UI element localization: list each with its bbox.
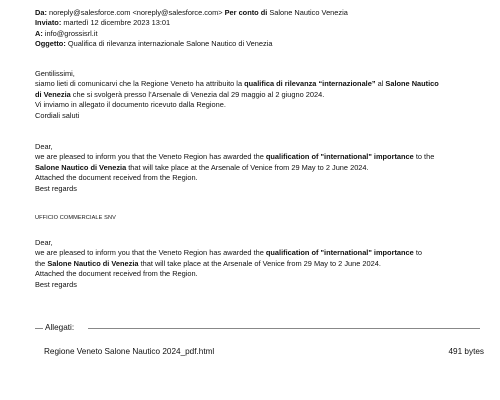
italian-line-1-bold: qualifica di rilevanza “internazionale” bbox=[244, 79, 376, 89]
english-repeat-line-2-text-2: that will take place at the Arsenale of Venice from 29 May to 2 June 2024. bbox=[138, 258, 381, 268]
italian-line-1-text-2: al bbox=[375, 79, 386, 89]
subject-text: Qualifica di rilevanza internazionale Salone Nautico di Venezia bbox=[65, 39, 273, 49]
italian-line-2-text: che si svolgerà presso l’Arsenale di Venezia dal 29 maggio al 2 giugno 2024. bbox=[70, 89, 325, 99]
english-message bbox=[35, 142, 475, 194]
divider-rule-right bbox=[88, 328, 480, 329]
subject-label: Oggetto: bbox=[35, 39, 66, 49]
english-line-1-bold: qualification of "international" importance bbox=[265, 152, 414, 162]
from-row bbox=[35, 8, 485, 18]
english-greeting: Dear, bbox=[35, 142, 53, 151]
english-repeat-line-1 bbox=[35, 248, 475, 258]
sent-row bbox=[35, 18, 485, 28]
to-address: info@grossisrl.it bbox=[42, 28, 98, 38]
italian-line-1-bold-2: Salone Nautico bbox=[385, 79, 439, 89]
english-line-1 bbox=[35, 152, 475, 162]
italian-greeting: Gentilissimi, bbox=[35, 69, 75, 78]
english-line-2-bold: Salone Nautico di Venezia bbox=[35, 162, 127, 172]
attachments-label: Allegati: bbox=[45, 323, 75, 332]
to-label: A: bbox=[35, 28, 43, 38]
attachment-size: 491 bytes bbox=[448, 347, 484, 356]
english-repeat-line-1-bold: qualification of "international" importance bbox=[265, 248, 414, 258]
from-address: noreply@salesforce.com <noreply@salesforce.com> bbox=[46, 8, 223, 17]
english-repeat-line-2 bbox=[35, 259, 475, 269]
italian-line-2-bold: di Venezia bbox=[35, 89, 71, 99]
english-repeat-line-2-bold: Salone Nautico di Venezia bbox=[47, 258, 139, 268]
english-closing: Best regards bbox=[35, 183, 77, 193]
english-repeat-line-3: Attached the document received from the Region. bbox=[35, 269, 198, 279]
italian-closing: Cordiali saluti bbox=[35, 110, 80, 120]
subject-row bbox=[35, 39, 485, 49]
italian-line-1-text: siamo lieti di comunicarvi che la Regione Veneto ha attribuito la bbox=[35, 79, 245, 89]
english-line-3: Attached the document received from the Region. bbox=[35, 173, 198, 183]
attachment-item[interactable] bbox=[44, 346, 484, 358]
on-behalf-label: Per conto di bbox=[222, 8, 268, 17]
english-message-repeat bbox=[35, 238, 475, 290]
attachment-filename[interactable]: Regione Veneto Salone Nautico 2024_pdf.html bbox=[44, 347, 215, 356]
divider-rule-left bbox=[35, 328, 43, 329]
english-line-1-text: we are pleased to inform you that the Veneto Region has awarded the bbox=[35, 152, 266, 162]
italian-line-3: Vi inviamo in allegato il documento ricevuto dalla Regione. bbox=[35, 100, 226, 110]
english-line-1-text-2: to the bbox=[413, 152, 435, 162]
italian-line-1 bbox=[35, 79, 475, 89]
email-header bbox=[35, 8, 485, 50]
english-line-2 bbox=[35, 163, 475, 173]
attachments-divider bbox=[35, 322, 480, 334]
english-repeat-line-1-text: we are pleased to inform you that the Veneto Region has awarded the bbox=[35, 248, 266, 258]
english-repeat-greeting: Dear, bbox=[35, 238, 53, 247]
sent-date: martedì 12 dicembre 2023 13:01 bbox=[61, 18, 171, 28]
italian-line-2 bbox=[35, 90, 475, 100]
to-row bbox=[35, 29, 485, 39]
office-signature: UFFICIO COMMERCIALE SNV bbox=[35, 215, 116, 221]
sent-label: Inviato: bbox=[35, 18, 62, 28]
italian-message bbox=[35, 69, 475, 121]
from-label: Da: bbox=[35, 8, 47, 17]
english-repeat-line-2-text: the bbox=[35, 258, 48, 268]
english-repeat-line-1-text-2: to bbox=[413, 248, 422, 258]
english-line-2-text: that will take place at the Arsenale of Venice from 29 May to 2 June 2024. bbox=[126, 162, 369, 172]
english-repeat-closing: Best regards bbox=[35, 279, 77, 289]
from-sender: Salone Nautico Venezia bbox=[267, 8, 348, 17]
